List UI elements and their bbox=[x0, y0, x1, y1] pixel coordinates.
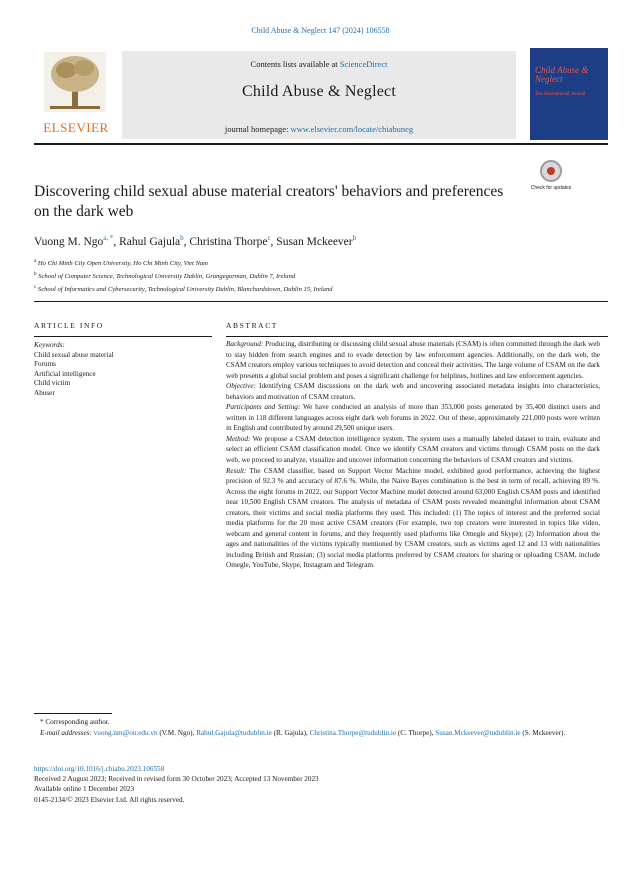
journal-name: Child Abuse & Neglect bbox=[242, 83, 396, 100]
cover-subtitle: The International Journal bbox=[535, 92, 586, 97]
email-link[interactable]: vuong.nm@ou.edu.vn bbox=[93, 729, 158, 737]
keyword-item: Child victim bbox=[34, 379, 71, 388]
sciencedirect-link[interactable]: ScienceDirect bbox=[339, 59, 388, 69]
homepage-link[interactable]: www.elsevier.com/locate/chiabuneg bbox=[290, 124, 414, 134]
abstract-divider bbox=[226, 336, 608, 337]
publication-info bbox=[34, 764, 600, 805]
abstract-participants: Participants and Setting: We have conducted an analysis of more than 353,000 posts generated by 35,400 distinct users and written in 118 different languages across eight dark web forums in 2022. Out of these, approximately 221,000 posts were written in English and contributed by around 29,500 unique users. bbox=[226, 403, 600, 433]
elsevier-tree-icon bbox=[44, 52, 106, 112]
affiliation-divider bbox=[34, 301, 608, 302]
check-updates-label: Check for updates bbox=[530, 185, 572, 191]
article-title: Discovering child sexual abuse material creators' behaviors and preferences on the dark web bbox=[34, 183, 504, 220]
journal-cover-image[interactable] bbox=[530, 48, 608, 140]
author-list: Vuong M. Ngo$^{a, *}$, Rahul Gajula$^b$, Christina Thorpe$^c$, Susan Mckeever$^b$ bbox=[34, 234, 357, 248]
header-divider bbox=[34, 143, 608, 145]
footnote-divider bbox=[34, 713, 112, 714]
author-name[interactable]: Christina Thorpe bbox=[189, 235, 268, 248]
received-dates: Received 2 August 2023; Received in revised form 30 October 2023; Accepted 13 November 2023 bbox=[34, 775, 319, 784]
author-name[interactable]: Rahul Gajula bbox=[119, 235, 181, 248]
abstract-heading: ABSTRACT bbox=[226, 321, 278, 330]
affiliation-list bbox=[34, 256, 608, 296]
email-addresses: E-mail addresses: vuong.nm@ou.edu.vn (V.M. Ngo), Rahul.Gajula@tudublin.ie (R. Gajula), Christina.Thorpe@tudublin.ie (C. Thorpe), Susan.Mckeever@tudublin.ie (S. Mckeever). bbox=[40, 729, 566, 737]
author-name[interactable]: Vuong M. Ngo bbox=[34, 235, 104, 248]
email-link[interactable]: Susan.Mckeever@tudublin.ie bbox=[435, 729, 521, 737]
keyword-item: Child sexual abuse material bbox=[34, 350, 114, 359]
check-updates-icon bbox=[540, 160, 562, 182]
author-affil-marker[interactable]: b bbox=[352, 234, 357, 242]
author-name[interactable]: Susan Mckeever bbox=[276, 235, 353, 248]
check-for-updates-button[interactable] bbox=[530, 160, 572, 204]
affiliation-item: $^a$ Ho Chi Minh City Open University, Ho Chi Minh City, Viet Nam bbox=[34, 259, 208, 268]
doi-link[interactable]: https://doi.org/10.1016/j.chiabu.2023.106558 bbox=[34, 765, 165, 773]
article-info-heading: ARTICLE INFO bbox=[34, 321, 104, 330]
contents-line bbox=[122, 59, 516, 69]
abstract-objective: Objective: Identifying CSAM discussions on the dark web and uncovering associated metadata insights into characteristics, behaviors and motivation of CSAM creators. bbox=[226, 382, 600, 401]
email-link[interactable]: Christina.Thorpe@tudublin.ie bbox=[309, 729, 397, 737]
author-affil-marker[interactable]: b bbox=[180, 234, 184, 242]
article-info-divider bbox=[34, 336, 212, 337]
email-label: E-mail addresses: bbox=[40, 729, 92, 737]
journal-header bbox=[34, 48, 608, 140]
homepage-prefix: journal homepage: bbox=[224, 124, 291, 134]
journal-banner bbox=[122, 51, 516, 139]
affiliation-item: $^b$ School of Computer Science, Technological University Dublin, Grangegorman, Dublin 7, Ireland bbox=[34, 272, 296, 281]
author-affil-marker[interactable]: a, * bbox=[103, 234, 114, 242]
keyword-item: Artificial intelligence bbox=[34, 369, 96, 378]
copyright-notice: 0145-2134/© 2023 Elsevier Ltd. All rights reserved. bbox=[34, 795, 185, 804]
affiliation-item: $^c$ School of Informatics and Cybersecurity, Technological University Dublin, Blanchardstown, Dublin 15, Ireland bbox=[34, 285, 333, 294]
abstract-body bbox=[226, 339, 600, 571]
keywords-label: Keywords: bbox=[34, 341, 65, 349]
homepage-line bbox=[122, 124, 516, 134]
author-affil-marker[interactable]: c bbox=[267, 234, 271, 242]
abstract-background: Background: Producing, distributing or discussing child sexual abuse materials (CSAM) is often committed through the dark web to stay hidden from search engines and to evade detection by law enforcement agencies. Additionally, on the dark web, the CSAM creators employ various techniques to avoid detection and conceal their activities. The large volume of CSAM on the dark web presents a global social problem and poses a significant challenge for helplines, hotlines and law enforcement agencies. bbox=[226, 340, 600, 380]
footnotes bbox=[34, 717, 600, 739]
keyword-item: Forums bbox=[34, 360, 56, 369]
keywords-block bbox=[34, 341, 212, 399]
abstract-method: Method: We propose a CSAM detection intelligence system. The system uses a manually labeled dataset to train, evaluate and select an efficient CSAM classification model. Once we identify CSAM creators and victims through CSAM posts on the dark web, we proceed to analyze, visualize and uncover information concerning the behaviors of CSAM creators and victims. bbox=[226, 434, 600, 465]
keyword-item: Abuser bbox=[34, 388, 55, 397]
corresponding-author-note: * Corresponding author. bbox=[40, 718, 110, 726]
journal-reference[interactable]: Child Abuse & Neglect 147 (2024) 106558 bbox=[251, 26, 390, 35]
cover-title: Child Abuse & Neglect bbox=[535, 65, 589, 84]
email-link[interactable]: Rahul.Gajula@tudublin.ie bbox=[196, 729, 272, 737]
publisher-name: ELSEVIER bbox=[43, 120, 109, 135]
contents-prefix: Contents lists available at bbox=[250, 59, 340, 69]
elsevier-logo[interactable] bbox=[34, 48, 116, 140]
available-online: Available online 1 December 2023 bbox=[34, 785, 135, 794]
abstract-result: Result: The CSAM classifier, based on Support Vector Machine model, exhibited good performance, achieving the highest precision of 92.3 % and accuracy of 87.6 %. While, the Naive Bayes combination is the best in term of recall, achieving 89 %. Across the eight forums in 2022, our Support Vector Machine model detected around 63,000 English CSAM posts and identified near 10,500 English CSAM creators. The analysis of metadata of CSAM posts revealed meaningful information about CSAM creators, their victims and social media platforms they used. This included: (1) The topics of interest and the preferred social media platforms for the 20 most active CSAM creators (For example, two top creators were interested in topics like video, webcam and general content in forums, and they frequently used platforms like Omegle and Skype); (2) Information about the ages and nationalities of the victims typically mentioned by CSAM creators, such as victims aged 12 and 13 with nationalities including British and Russian; (3) social media platforms preferred by CSAM creators for sharing or uploading CSAM, include Omegle, YouTube, Skype, Instagram and Telegram. bbox=[226, 466, 600, 570]
